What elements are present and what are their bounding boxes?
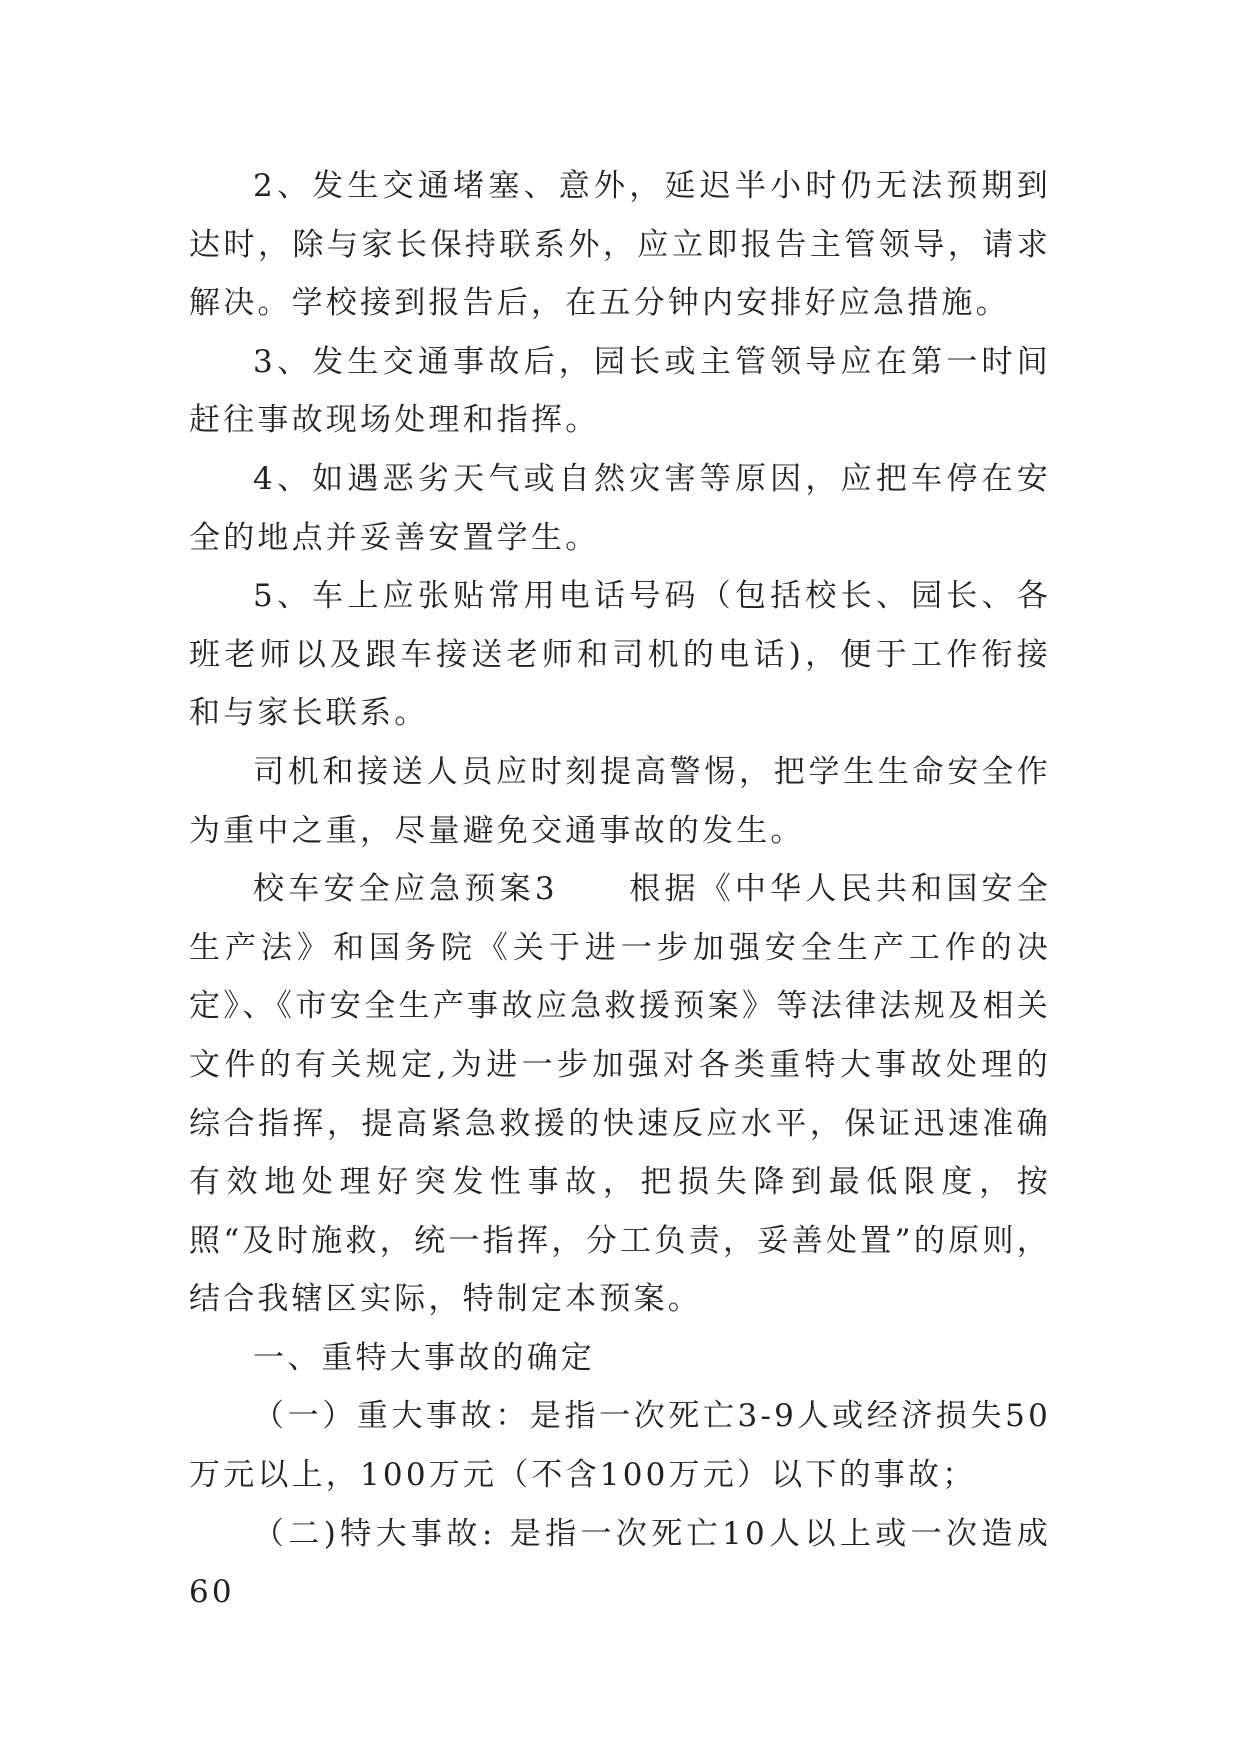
section-heading: 一、重特大事故的确定 <box>253 1339 595 1376</box>
paragraph-severe-accident: （二)特大事故: 是指一次死亡10人以上或一次造成60 <box>189 1515 1051 1611</box>
paragraph-traffic-accident: 3、发生交通事故后，园长或主管领导应在第一时间赶往事故现场处理和指挥。 <box>189 343 1051 439</box>
paragraph-phone-numbers: 5、车上应张贴常用电话号码（包括校长、园长、各班老师以及跟车接送老师和司机的电话)，便于工作衔接和与家长联系。 <box>189 578 1051 732</box>
document-body <box>189 157 1051 1622</box>
paragraph-major-accident: （一）重大事故：是指一次死亡3-9人或经济损失50万元以上，100万元（不含100万元）以下的事故； <box>189 1398 1051 1494</box>
paragraph-plan-intro: 校车安全应急预案3 根据《中华人民共和国安全生产法》和国务院《关于进一步加强安全生产工作的决定》、《市安全生产事故应急救援预案》等法律法规及相关文件的有关规定,为进一步加强对各类重特大事故处理的综合指挥，提高紧急救援的快速反应水平，保证迅速准确有效地处理好突发性事故，把损失降到最低限度，按照“及时施救，统一指挥，分工负责，妥善处置”的原则，结合我辖区实际，特制定本预案。 <box>189 871 1051 1318</box>
paragraph-traffic-delay: 2、发生交通堵塞、意外，延迟半小时仍无法预期到达时，除与家长保持联系外，应立即报告主管领导，请求解决。学校接到报告后，在五分钟内安排好应急措施。 <box>189 168 1051 322</box>
paragraph-driver-vigilance: 司机和接送人员应时刻提高警惕，把学生生命安全作为重中之重，尽量避免交通事故的发生。 <box>189 753 1051 849</box>
paragraph-bad-weather: 4、如遇恶劣天气或自然灾害等原因，应把车停在安全的地点并妥善安置学生。 <box>189 460 1051 556</box>
